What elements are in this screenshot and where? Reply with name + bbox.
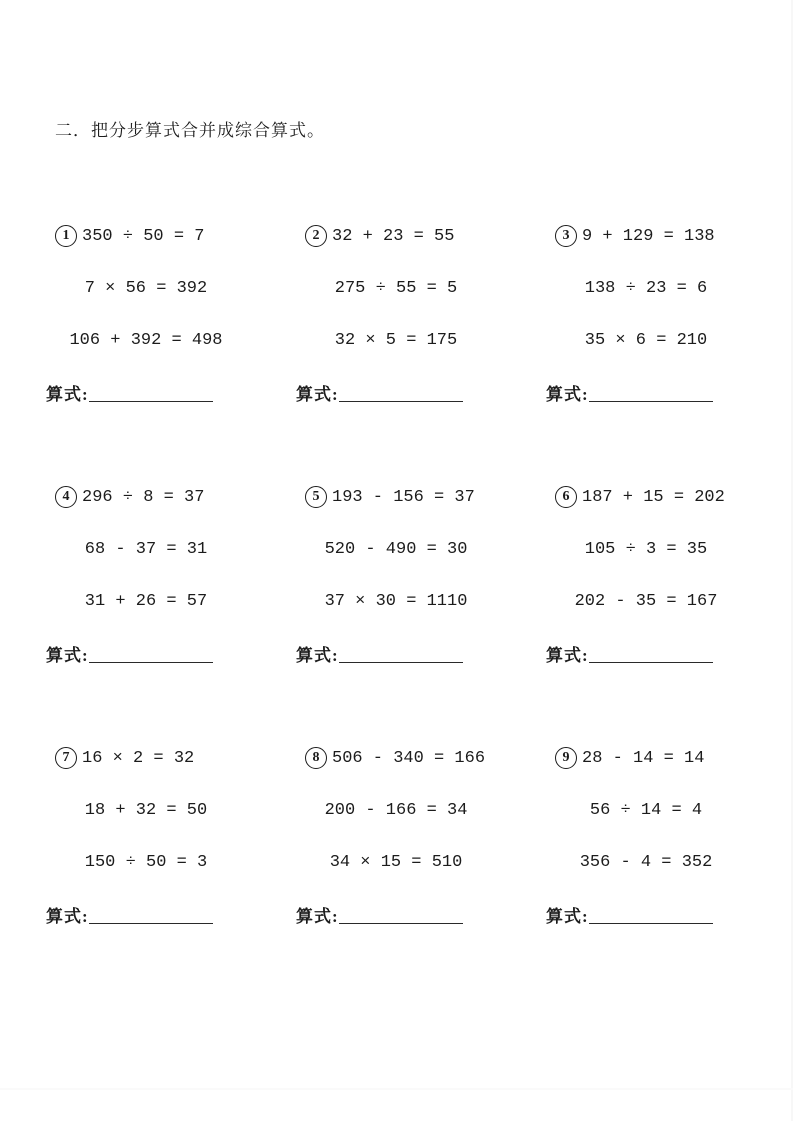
answer-label: 算式: [46,906,89,926]
equation-line [546,836,746,888]
problem-number: 1 [62,228,70,243]
equation-line [546,784,746,836]
answer-line [296,888,531,940]
equation-line [296,471,531,523]
problem-number-badge [555,486,577,508]
equation-line [46,836,246,888]
equation-line [546,732,781,784]
equation-text: 16 × 2 = 32 [82,748,195,768]
equation-text: 105 ÷ 3 = 35 [584,539,708,559]
equation-text: 7 × 56 = 392 [84,278,208,298]
equation-text: 9 + 129 = 138 [582,226,715,246]
section-title: 二．把分步算式合并成综合算式。 [55,121,325,140]
problem-number-badge [55,747,77,769]
answer-label: 算式: [296,645,339,665]
answer-line [546,366,781,418]
equation-text: 31 + 26 = 57 [84,591,208,611]
equation-text: 350 ÷ 50 = 7 [82,226,205,246]
answer-blank [89,383,213,402]
equation-text: 37 × 30 = 1110 [324,591,468,611]
equation-line [296,732,531,784]
equation-line [296,575,496,627]
problem-number-badge [55,225,77,247]
equation-line [296,210,531,262]
problem-number-badge [55,486,77,508]
problem-3 [546,210,781,471]
equation-line [46,784,246,836]
problem-5 [296,471,531,732]
equation-text: 150 ÷ 50 = 3 [84,852,208,872]
equation-text: 56 ÷ 14 = 4 [589,800,703,820]
equation-line [546,210,781,262]
problem-number-badge [555,225,577,247]
equation-line [46,575,246,627]
equation-line [46,471,281,523]
answer-line [46,888,281,940]
problem-4 [46,471,281,732]
equation-text: 28 - 14 = 14 [582,748,705,768]
answer-line [296,627,531,679]
equation-text: 520 - 490 = 30 [324,539,468,559]
problem-number: 8 [312,750,320,765]
answer-line [46,627,281,679]
equation-text: 106 + 392 = 498 [69,330,223,350]
equation-line [546,262,746,314]
answer-line [296,366,531,418]
answer-blank [589,905,713,924]
answer-label: 算式: [46,384,89,404]
answer-line [546,627,781,679]
equation-text: 35 × 6 = 210 [584,330,708,350]
problem-1 [46,210,281,471]
equation-text: 296 ÷ 8 = 37 [82,487,205,507]
equation-line [296,784,496,836]
equation-text: 193 - 156 = 37 [332,487,475,507]
equation-line [46,314,246,366]
equation-text: 18 + 32 = 50 [84,800,208,820]
answer-line [46,366,281,418]
answer-blank [589,644,713,663]
equation-text: 356 - 4 = 352 [579,852,713,872]
equation-line [296,523,496,575]
problem-6 [546,471,781,732]
equation-line [296,314,496,366]
equation-text: 275 ÷ 55 = 5 [334,278,458,298]
problem-number: 3 [562,228,570,243]
answer-line [546,888,781,940]
equation-text: 34 × 15 = 510 [329,852,463,872]
answer-label: 算式: [296,384,339,404]
answer-blank [339,905,463,924]
problem-number-badge [305,225,327,247]
answer-label: 算式: [46,645,89,665]
problem-number: 6 [562,489,570,504]
problem-8 [296,732,531,993]
answer-label: 算式: [546,906,589,926]
equation-line [46,732,281,784]
equation-line [46,523,246,575]
equation-line [546,471,781,523]
problem-7 [46,732,281,993]
page-edge [0,1088,793,1090]
equation-text: 506 - 340 = 166 [332,748,486,768]
answer-blank [589,383,713,402]
answer-label: 算式: [546,645,589,665]
answer-label: 算式: [296,906,339,926]
answer-blank [339,644,463,663]
problem-number-badge [305,486,327,508]
answer-blank [89,905,213,924]
equation-line [46,262,246,314]
equation-text: 138 ÷ 23 = 6 [584,278,708,298]
problem-number: 5 [312,489,320,504]
answer-blank [339,383,463,402]
equation-line [546,575,746,627]
problem-number: 9 [562,750,570,765]
equation-line [296,836,496,888]
problem-9 [546,732,781,993]
equation-text: 202 - 35 = 167 [574,591,718,611]
equation-line [546,314,746,366]
equation-text: 187 + 15 = 202 [582,487,725,507]
problems-grid [46,210,793,993]
equation-text: 200 - 166 = 34 [324,800,468,820]
problem-number: 2 [312,228,320,243]
answer-label: 算式: [546,384,589,404]
problem-2 [296,210,531,471]
problem-number: 4 [62,489,70,504]
equation-text: 32 × 5 = 175 [334,330,458,350]
problem-number-badge [555,747,577,769]
problem-number: 7 [62,750,70,765]
equation-text: 32 + 23 = 55 [332,226,455,246]
equation-line [546,523,746,575]
equation-text: 68 - 37 = 31 [84,539,208,559]
equation-line [296,262,496,314]
problem-number-badge [305,747,327,769]
answer-blank [89,644,213,663]
equation-line [46,210,281,262]
